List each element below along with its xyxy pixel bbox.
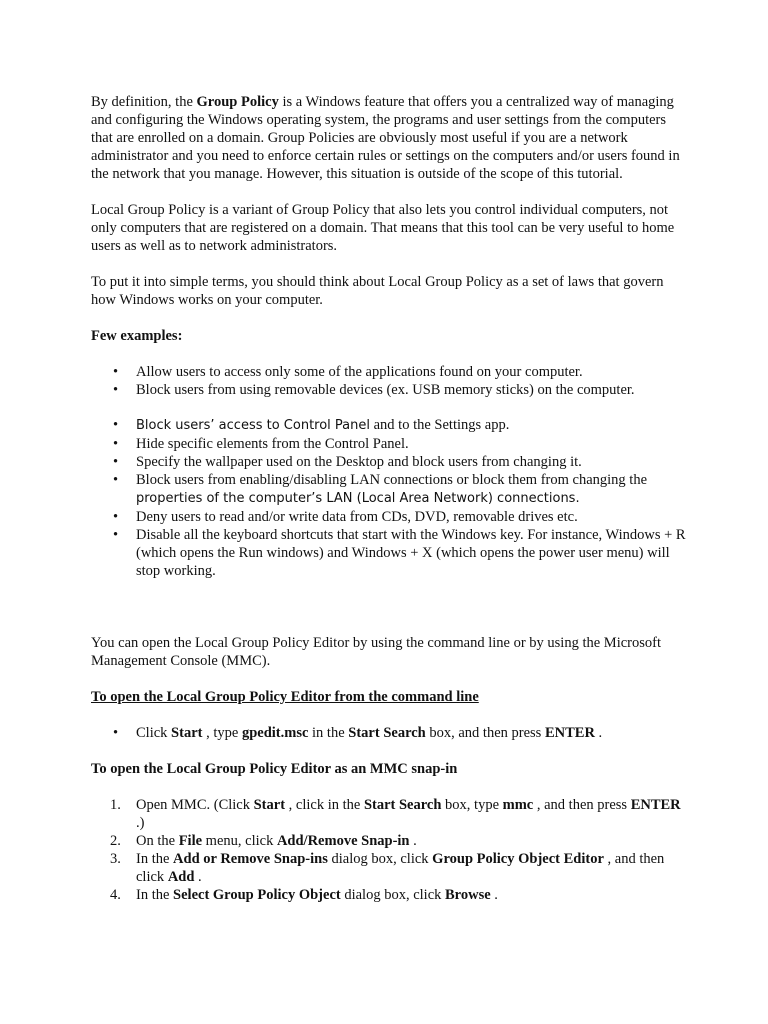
list-item: • Block users from enabling/disabling LAN connections or block them from changing the properties of the computer’s LAN (Local Area Network) connections. [91,471,691,508]
list-item: • Allow users to access only some of the applications found on your computer. [91,363,691,381]
list-item: • Block users’ access to Control Panel and to the Settings app. [91,416,691,435]
mmc-section-heading: To open the Local Group Policy Editor as an MMC snap-in [91,761,458,777]
document-body [91,93,691,904]
intro-paragraph-3: To put it into simple terms, you should think about Local Group Policy as a set of laws that govern how Windows works on your computer. [91,274,664,308]
examples-heading: Few examples: [91,328,183,344]
list-item: • Deny users to read and/or write data from CDs, DVD, removable drives etc. [91,508,691,526]
cmd-section-heading: To open the Local Group Policy Editor from the command line [91,689,479,705]
list-item: • Hide specific elements from the Control Panel. [91,435,691,453]
list-item: • Specify the wallpaper used on the Desktop and block users from changing it. [91,453,691,471]
intro-paragraph-1: By definition, the Group Policy is a Windows feature that offers you a centralized way of managing and configuring the Windows operating system, the programs and user settings from the computers that are enrolled on a domain. Group Policies are obviously most useful if you are a network administrator and you need to enforce certain rules or settings on the computers and/or users found in the network that you manage. However, this situation is outside of the scope of this tutorial. [91,94,680,182]
list-item: 2. On the File menu, click Add/Remove Snap-in . [110,833,417,849]
cmd-steps-list [91,724,691,742]
list-item: • Click Start , type gpedit.msc in the Start Search box, and then press ENTER . [91,724,691,742]
examples-list-2 [91,416,691,580]
list-item: 1. Open MMC. (Click Start , click in the Start Search box, type mmc , and then press ENTER .) [110,797,681,831]
spacer [91,598,691,634]
list-item: • Block users from using removable devices (ex. USB memory sticks) on the computer. [91,381,691,399]
intro-paragraph-2: Local Group Policy is a variant of Group Policy that also lets you control individual computers, not only computers that are registered on a domain. That means that this tool can be very useful to home users as well as to network administrators. [91,202,675,254]
list-item: 3. In the Add or Remove Snap-ins dialog box, click Group Policy Object Editor , and then click Add . [110,851,665,885]
examples-list-1 [91,363,691,399]
list-item: • Disable all the keyboard shortcuts that start with the Windows key. For instance, Windows + R (which opens the Run windows) and Windows + X (which opens the power user menu) will stop working. [91,526,691,580]
open-intro-paragraph: You can open the Local Group Policy Editor by using the command line or by using the Microsoft Management Console (MMC). [91,635,661,669]
list-item: 4. In the Select Group Policy Object dialog box, click Browse . [110,887,498,903]
mmc-steps-list [91,796,691,904]
